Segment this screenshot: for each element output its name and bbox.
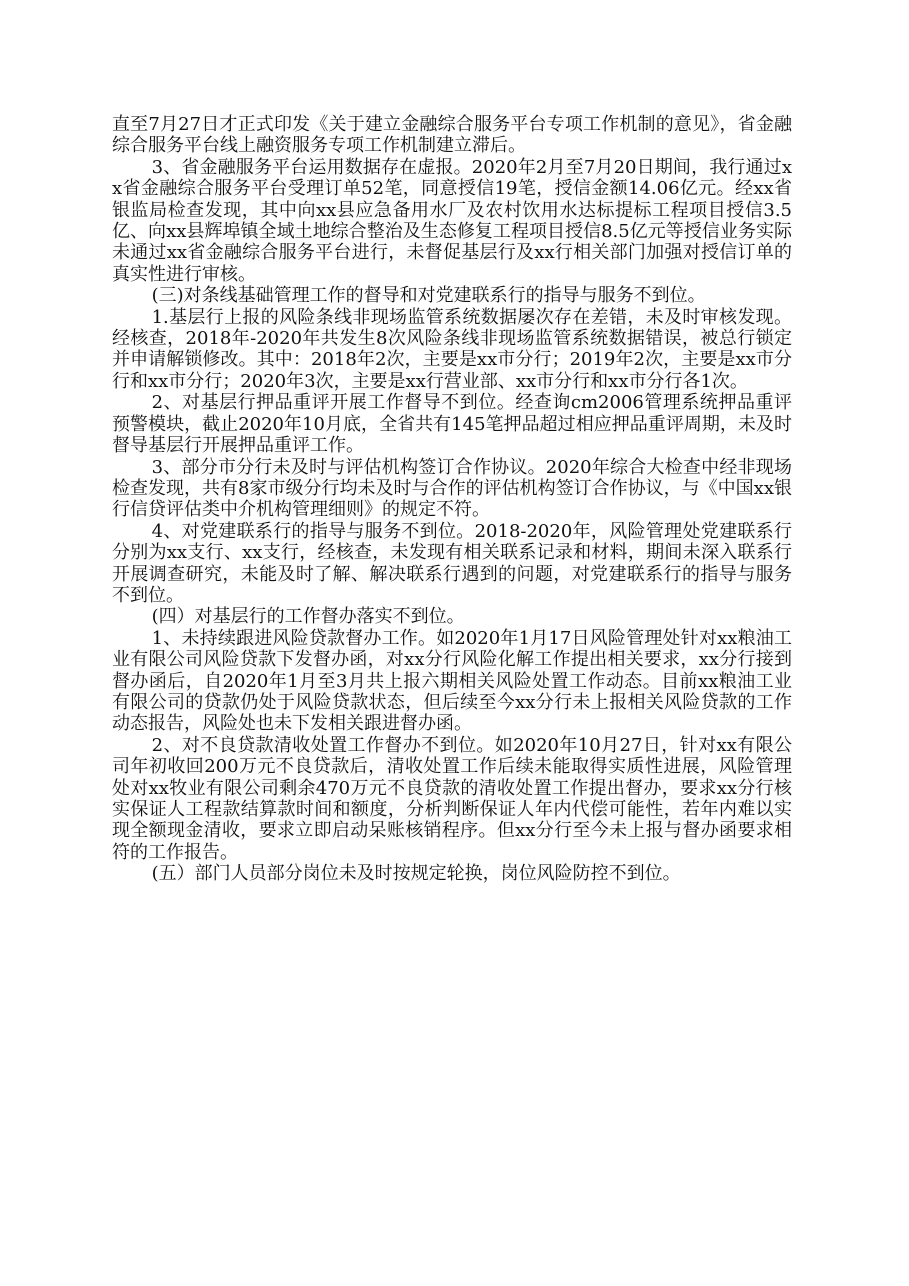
document-body — [112, 114, 792, 885]
paragraph-appraisal-agreements: 3、部分市分行未及时与评估机构签订合作协议。2020年综合大检查中经非现场检查发现，共有8家市级分行均未及时与合作的评估机构签订合作协议，与《中国xx银行信贷评估类中介机构管理细则》的规定不符。 — [112, 456, 792, 521]
paragraph-npl-collection: 2、对不良贷款清收处置工作督办不到位。如2020年10月27日，针对xx有限公司年初收回200万元不良贷款后，清收处置工作后续未能取得实质性进展，风险管理处对xx牧业有限公司剩余470万元不良贷款的清收处置工作提出督办，要求xx分行核实保证人工程款结算款时间和额度，分析判断保证人年内代偿可能性，若年内难以实现全额现金清收，要求立即启动呆账核销程序。但xx分行至今未上报与督办函要求相符的工作报告。 — [112, 734, 792, 863]
paragraph-platform-data-false-report: 3、省金融服务平台运用数据存在虚报。2020年2月至7月20日期间，我行通过xx省金融综合服务平台受理订单52笔，同意授信19笔，授信金额14.06亿元。经xx省银监局检查发现，其中向xx县应急备用水厂及农村饮用水达标提标工程项目授信3.5亿、向xx县辉埠镇全域土地综合整治及生态修复工程项目授信8.5亿元等授信业务实际未通过xx省金融综合服务平台进行，未督促基层行及xx行相关部门加强对授信订单的真实性进行审核。 — [112, 156, 792, 285]
section-heading-3: (三)对条线基础管理工作的督导和对党建联系行的指导与服务不到位。 — [151, 285, 706, 307]
paragraph-party-liaison: 4、对党建联系行的指导与服务不到位。2018-2020年，风险管理处党建联系行分别为xx支行、xx支行，经核查，未发现有相关联系记录和材料，期间未深入联系行开展调查研究，未能及时了解、解决联系行遇到的问题，对党建联系行的指导与服务不到位。 — [112, 520, 792, 606]
paragraph-collateral-revaluation: 2、对基层行押品重评开展工作督导不到位。经查询cm2006管理系统押品重评预警模块，截止2020年10月底，全省共有145笔押品超过相应押品重评周期，未及时督导基层行开展押品重评工作。 — [112, 392, 792, 457]
paragraph-risk-loan-supervision: 1、未持续跟进风险贷款督办工作。如2020年1月17日风险管理处针对xx粮油工业有限公司风险贷款下发督办函，对xx分行风险化解工作提出相关要求，xx分行接到督办函后，自2020年1月至3月共上报六期相关风险处置工作动态。目前xx粮油工业有限公司的贷款仍处于风险贷款状态，但后续至今xx分行未上报相关风险贷款的工作动态报告，风险处也未下发相关跟进督办函。 — [112, 627, 792, 735]
paragraph-offsite-data-errors: 1.基层行上报的风险条线非现场监管系统数据屡次存在差错，未及时审核发现。经核查，2018年-2020年共发生8次风险条线非现场监管系统数据错误，被总行锁定并申请解锁修改。其中：2018年2次，主要是xx市分行；2019年2次，主要是xx市分行和xx市分行；2020年3次，主要是xx行营业部、xx市分行和xx市分行各1次。 — [112, 306, 792, 392]
section-heading-4: (四）对基层行的工作督办落实不到位。 — [151, 606, 465, 628]
section-heading-5: (五）部门人员部分岗位未及时按规定轮换，岗位风险防控不到位。 — [151, 863, 681, 885]
paragraph-mechanism-delay: 直至7月27日才正式印发《关于建立金融综合服务平台专项工作机制的意见》，省金融综合服务平台线上融资服务专项工作机制建立滞后。 — [112, 114, 792, 157]
